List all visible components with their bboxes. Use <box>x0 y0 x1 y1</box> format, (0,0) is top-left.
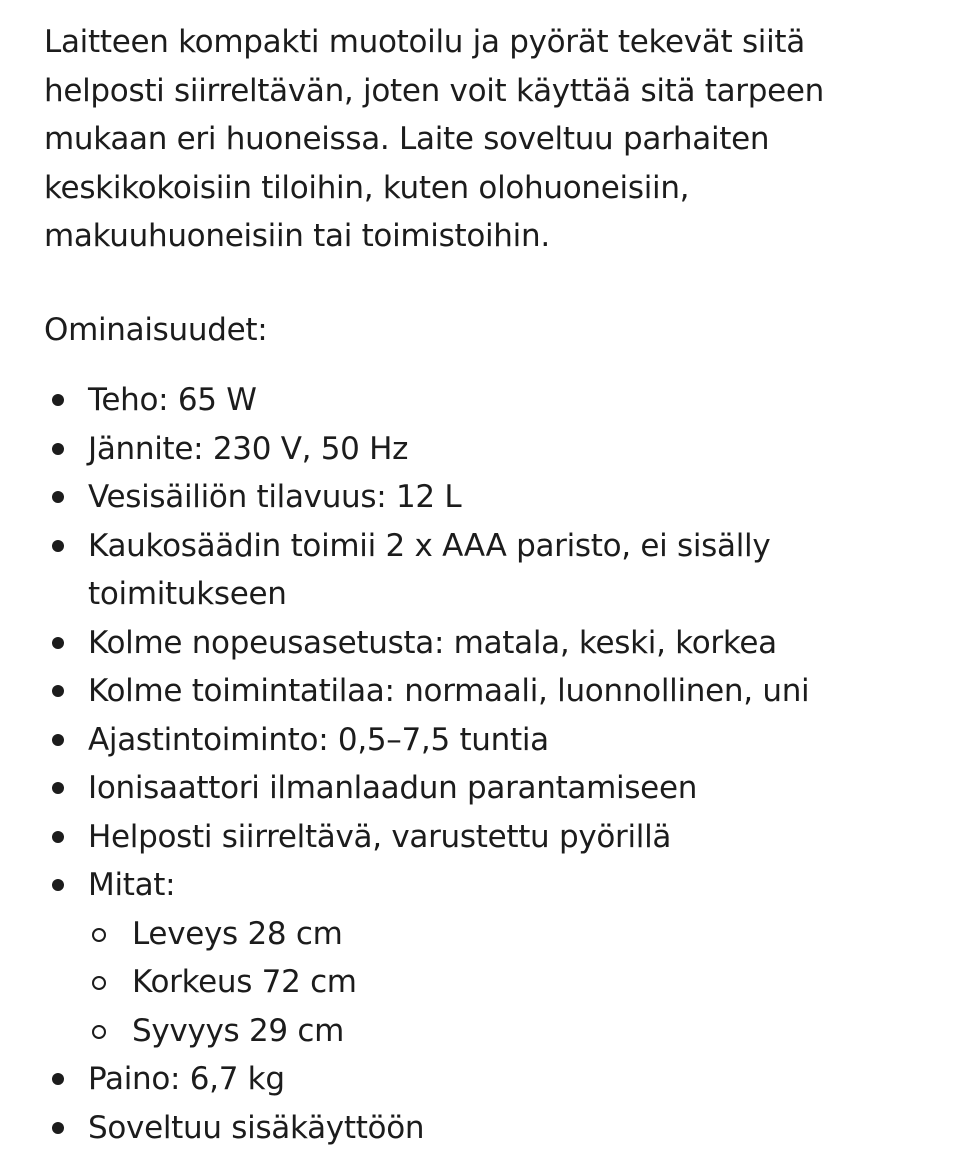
bullet-icon <box>52 685 64 697</box>
feature-text: Helposti siirreltävä, varustettu pyörillä <box>88 818 672 855</box>
bullet-icon <box>52 1122 64 1134</box>
bullet-icon <box>52 540 64 552</box>
dimensions-sublist <box>88 910 930 1056</box>
list-item <box>44 619 930 668</box>
list-item <box>44 813 930 862</box>
feature-text: Kolme toimintatilaa: normaali, luonnollinen, uni <box>88 673 810 709</box>
dimension-text: Korkeus 72 cm <box>132 964 357 1000</box>
circle-bullet-icon <box>92 1025 106 1039</box>
features-list <box>44 376 930 1152</box>
sub-list-item <box>88 910 930 959</box>
bullet-icon <box>52 491 64 503</box>
feature-text: Kaukosäädin toimii 2 x AAA paristo, ei sisälly toimitukseen <box>88 527 771 612</box>
list-item <box>44 376 930 425</box>
feature-text: Kolme nopeusasetusta: matala, keski, korkea <box>88 624 777 661</box>
sub-list-item <box>88 1007 930 1056</box>
circle-bullet-icon <box>92 976 106 990</box>
feature-text: Vesisäiliön tilavuus: 12 L <box>88 479 462 515</box>
list-item <box>44 764 930 813</box>
dimension-text: Syvyys 29 cm <box>132 1012 345 1049</box>
feature-text: Ajastintoiminto: 0,5–7,5 tuntia <box>88 721 549 758</box>
feature-text: Teho: 65 W <box>88 382 257 418</box>
features-heading: Ominaisuudet: <box>44 311 268 348</box>
bullet-icon <box>52 637 64 649</box>
list-item <box>44 667 930 716</box>
list-item-dimensions <box>44 861 930 1055</box>
bullet-icon <box>52 443 64 455</box>
bullet-icon <box>52 1073 64 1085</box>
feature-text: Soveltuu sisäkäyttöön <box>88 1109 425 1146</box>
sub-list-item <box>88 958 930 1007</box>
list-item <box>44 1055 930 1104</box>
circle-bullet-icon <box>92 928 106 942</box>
bullet-icon <box>52 394 64 406</box>
dimension-text: Leveys 28 cm <box>132 915 343 952</box>
list-item <box>44 473 930 522</box>
bullet-icon <box>52 734 64 746</box>
list-item <box>44 425 930 474</box>
bullet-icon <box>52 782 64 794</box>
feature-text: Jännite: 230 V, 50 Hz <box>88 430 409 467</box>
bullet-icon <box>52 879 64 891</box>
feature-text: Mitat: <box>88 867 176 903</box>
feature-text: Ionisaattori ilmanlaadun parantamiseen <box>88 770 698 806</box>
list-item <box>44 522 930 619</box>
feature-text: Paino: 6,7 kg <box>88 1061 285 1097</box>
list-item <box>44 716 930 765</box>
list-item <box>44 1104 930 1153</box>
bullet-icon <box>52 831 64 843</box>
intro-paragraph: Laitteen kompakti muotoilu ja pyörät tekevät siitä helposti siirreltävän, joten voit käyttää sitä tarpeen mukaan eri huoneissa. Laite soveltuu parhaiten keskikokoisiin tiloihin, kuten olohuoneisiin, makuuhuoneisiin tai toimistoihin. <box>44 24 825 254</box>
